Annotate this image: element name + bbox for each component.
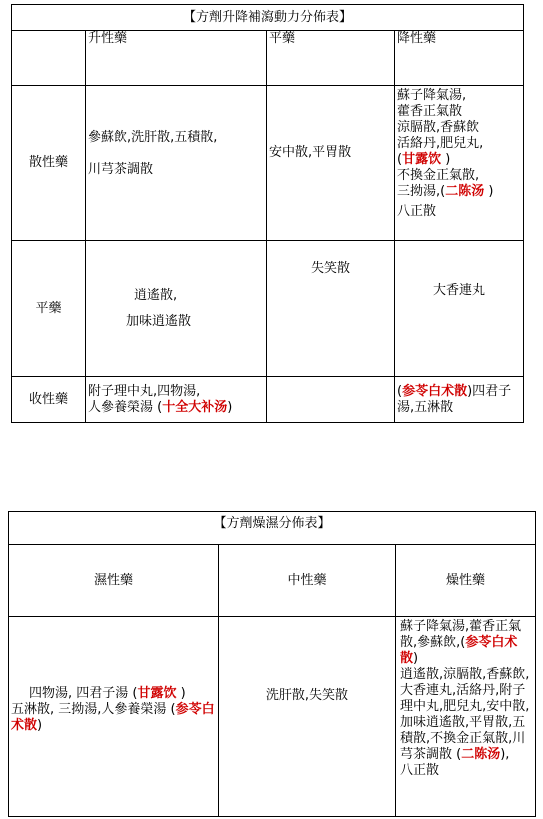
cell-disperse-up: [86, 86, 267, 241]
cell-astringe-flat: [267, 377, 395, 423]
cell-flat-down: 大香連丸: [395, 241, 524, 377]
row-label-astringe: 收性藥: [12, 377, 86, 423]
header-flat: 平藥: [267, 31, 395, 86]
text: 人參養榮湯 (: [88, 399, 163, 415]
highlight-text: 甘露饮: [402, 152, 442, 167]
cell-line: 加味逍遙散: [126, 313, 192, 329]
spacer: [126, 304, 264, 314]
cell-line: [397, 184, 521, 200]
cell-line: 蘇子降氣湯,: [397, 88, 467, 103]
header-up: 升性藥: [86, 31, 267, 86]
highlight-text: 参苓白术散: [11, 701, 215, 733]
cell-line: 八正散: [397, 204, 437, 219]
cell-dry: [396, 617, 536, 817]
paragraph: [400, 619, 531, 667]
header-wet: 濕性藥: [9, 545, 219, 617]
table-1: [11, 4, 524, 423]
text: )四君子湯,五淋散: [397, 383, 512, 415]
spacer: [88, 146, 264, 162]
cell-neutral: 洗肝散,失笑散: [219, 617, 396, 817]
highlight-text: 参苓白术散: [400, 635, 518, 666]
cell-line: 川芎茶調散: [88, 162, 154, 177]
header-down: 降性藥: [395, 31, 524, 86]
row-label-flat: 平藥: [12, 241, 86, 377]
cell-line: 涼膈散,香蘇飲: [397, 120, 480, 135]
text: ): [176, 685, 186, 701]
table-2-title: 【方劑燥濕分佈表】: [9, 512, 536, 545]
cell-line: [397, 152, 521, 168]
cell-astringe-down: [395, 377, 524, 423]
header-empty: [12, 31, 86, 86]
text: ): [227, 399, 233, 415]
cell-line: [88, 400, 264, 416]
paragraph: [400, 667, 531, 763]
paren: (: [397, 152, 403, 167]
highlight-text: 二陈汤: [445, 184, 485, 199]
cell-astringe-up: [86, 377, 267, 423]
text: ),: [500, 747, 510, 762]
cell-line: 逍遙散,: [134, 287, 178, 303]
text: 蘇子降氣湯,藿香正氣散,參蘇飲,(: [400, 619, 522, 650]
cell-disperse-flat: 安中散,平胃散: [267, 86, 395, 241]
cell-flat-flat: 失笑散: [267, 241, 395, 377]
cell-line: 不換金正氣散,: [397, 168, 480, 183]
paragraph: 八正散: [400, 763, 440, 778]
table-1-title: 【方劑升降補瀉動力分佈表】: [12, 5, 524, 31]
cell-line: 活絡丹,肥兒丸,: [397, 136, 484, 151]
paren: (: [397, 383, 403, 399]
table-2: [8, 511, 536, 817]
text: ): [484, 184, 494, 199]
cell-wet: [9, 617, 219, 817]
highlight-text: 甘露饮: [137, 685, 177, 701]
text: 五淋散, 三拗湯,人參養榮湯 (: [11, 701, 176, 717]
paren: ): [441, 152, 451, 167]
highlight-text: 二陈汤: [461, 747, 501, 762]
cell-line: 參蘇飲,洗肝散,五積散,: [88, 130, 218, 145]
header-neutral: 中性藥: [219, 545, 396, 617]
cell-line: [11, 702, 216, 734]
cell-disperse-down: [395, 86, 524, 241]
cell-line: 藿香正氣散: [397, 104, 463, 119]
text: ): [413, 651, 419, 666]
cell-flat-up: [86, 241, 267, 377]
text: ): [37, 717, 43, 733]
header-dry: 燥性藥: [396, 545, 536, 617]
text: 三拗湯,(: [397, 184, 446, 199]
highlight-text: 十全大补汤: [162, 399, 228, 415]
cell-line: [11, 686, 216, 702]
highlight-text: 参苓白术散: [402, 383, 468, 399]
row-label-disperse: 散性藥: [12, 86, 86, 241]
text: 逍遙散,涼膈散,香蘇飲,大香連丸,活絡丹,附子理中丸,肥兒丸,安中散,加味逍遙散,平胃散,五積散,不換金正氣散,川芎茶調散 (: [400, 667, 530, 762]
text: 四物湯, 四君子湯 (: [29, 685, 138, 701]
cell-line: 附子理中丸,四物湯,: [88, 383, 201, 399]
